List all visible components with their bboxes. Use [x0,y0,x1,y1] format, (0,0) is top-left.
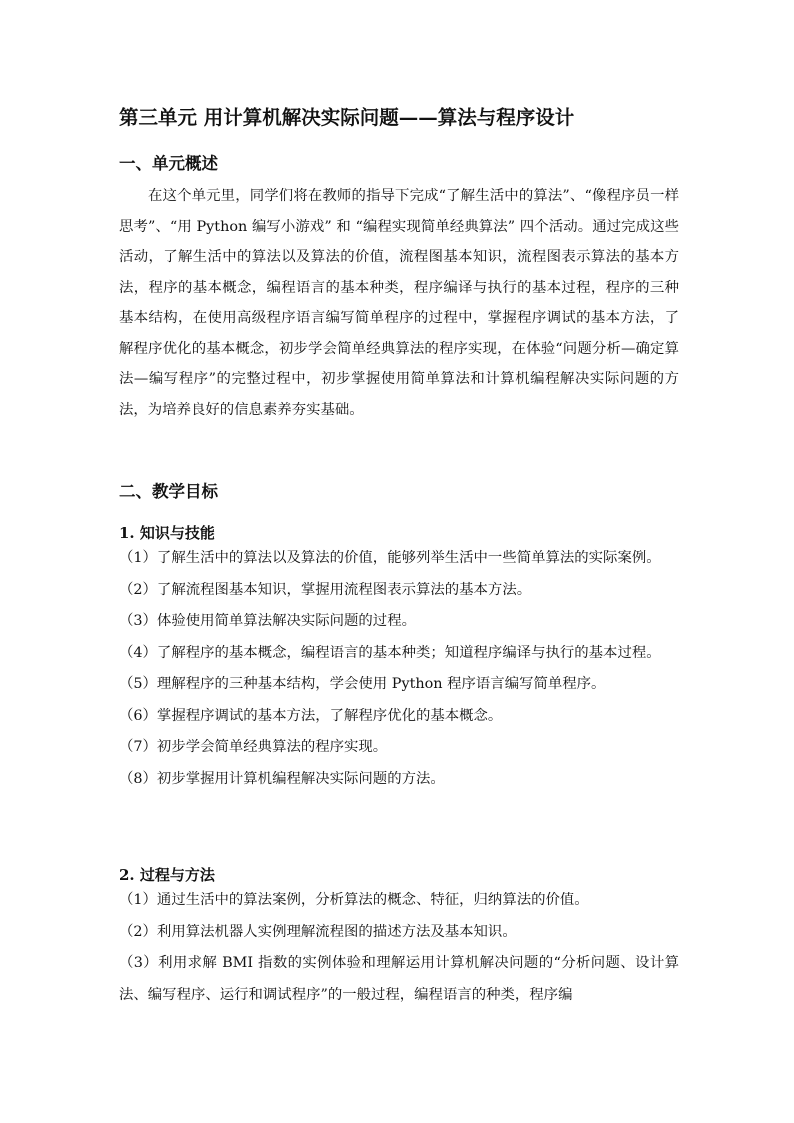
list-item: （2）了解流程图基本知识，掌握用流程图表示算法的基本方法。 [119,581,532,598]
section-heading-objectives: 二、教学目标 [119,482,218,501]
list-item: （7）初步学会简单经典算法的程序实现。 [119,739,388,755]
list-item: （3）体验使用简单算法解决实际问题的过程。 [119,613,416,629]
overview-paragraph: 在这个单元里，同学们将在教师的指导下完成“了解生活中的算法”、“像程序员一样思考”、“用 Python 编写小游戏” 和 “编程实现简单经典算法” 四个活动。通过完成这些活动，了解生活中的算法以及算法的价值，流程图基本知识，流程图表示算法的基本方法，程序的基本概念，编程语言的基本种类，程序编译与执行的基本过程，程序的三种基本结构，在使用高级程序语言编写简单程序的过程中，掌握程序调试的基本方法，了解程序优化的基本概念，初步学会简单经典算法的程序实现，在体验“问题分析—确定算法—编写程序”的完整过程中，初步掌握使用简单算法和计算机编程解决实际问题的方法，为培养良好的信息素养夯实基础。 [119,188,679,418]
list-item: （6）掌握程序调试的基本方法，了解程序优化的基本概念。 [119,707,503,724]
subsection-heading-process-methods: 2. 过程与方法 [119,866,215,884]
subsection-heading-knowledge-skills: 1. 知识与技能 [119,524,215,542]
list-item: （3）利用求解 BMI 指数的实例体验和理解运用计算机解决问题的“分析问题、设计算法、编写程序、运行和调试程序”的一般过程，编程语言的种类，程序编 [119,955,679,1003]
list-item: （2）利用算法机器人实例理解流程图的描述方法及基本知识。 [119,923,517,940]
document-title: 第三单元 用计算机解决实际问题——算法与程序设计 [119,106,575,129]
process-methods-list [119,885,679,1011]
section-heading-overview: 一、单元概述 [119,154,218,173]
knowledge-skills-list [119,543,679,795]
list-item: （1）了解生活中的算法以及算法的价值，能够列举生活中一些简单算法的实际案例。 [119,550,661,566]
list-item: （1）通过生活中的算法案例，分析算法的概念、特征，归纳算法的价值。 [119,892,589,908]
list-item: （4）了解程序的基本概念，编程语言的基本种类；知道程序编译与执行的基本过程。 [119,644,661,661]
list-item: （8）初步掌握用计算机编程解决实际问题的方法。 [119,770,445,787]
list-item: （5）理解程序的三种基本结构，学会使用 Python 程序语言编写简单程序。 [119,676,606,692]
